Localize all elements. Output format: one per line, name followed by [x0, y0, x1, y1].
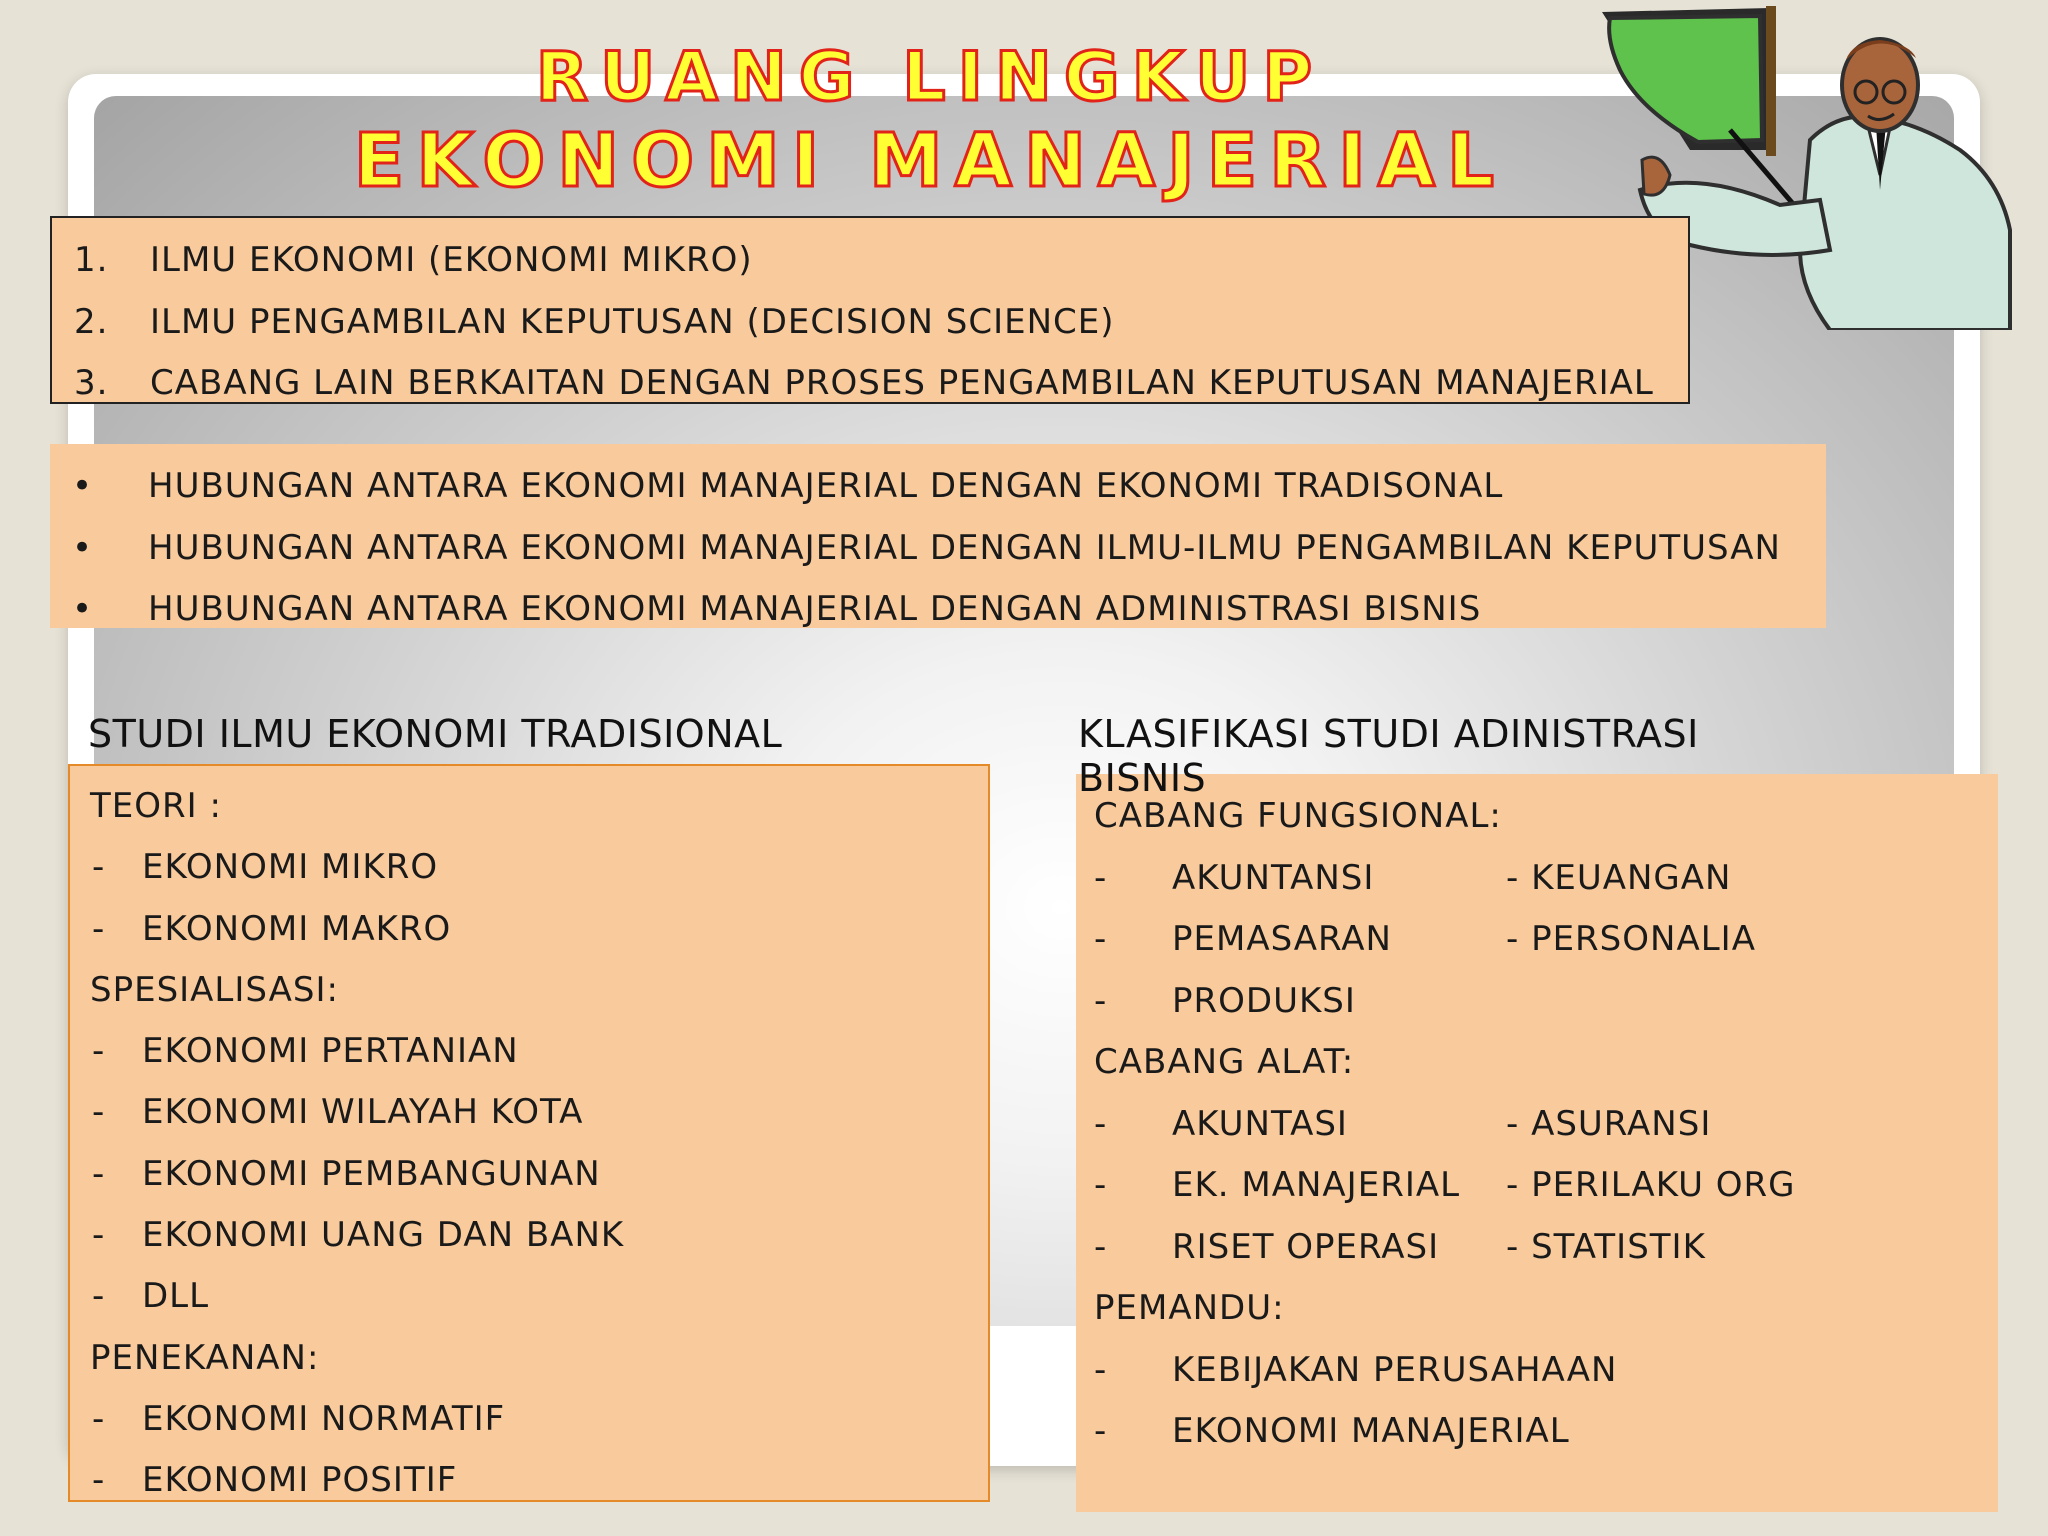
list-item: - PRODUKSI — [1094, 980, 1356, 1021]
section-label: SPESIALISASI: — [90, 969, 339, 1010]
bullet-icon: • — [72, 466, 94, 506]
list-item: - EKONOMI MIKRO — [92, 847, 439, 888]
business-heading: KLASIFIKASI STUDI ADINISTRASI BISNIS — [1078, 712, 1699, 800]
list-item — [52, 353, 1688, 415]
list-item — [50, 518, 1826, 580]
business-box — [1076, 774, 1998, 1512]
item-text: ILMU EKONOMI (EKONOMI MIKRO) — [150, 240, 753, 280]
item-text: CABANG LAIN BERKAITAN DENGAN PROSES PENGAMBILAN KEPUTUSAN MANAJERIAL — [150, 363, 1654, 403]
list-item: - EKONOMI WILAYAH KOTA — [92, 1092, 584, 1133]
item-text: HUBUNGAN ANTARA EKONOMI MANAJERIAL DENGAN ADMINISTRASI BISNIS — [148, 589, 1482, 629]
list-item: - EKONOMI MAKRO — [92, 908, 452, 949]
section-label: PENEKANAN: — [90, 1337, 320, 1378]
section-label: CABANG ALAT: — [1094, 1042, 1355, 1082]
list-item — [50, 456, 1826, 518]
item-number: 3. — [74, 363, 109, 403]
item-text: HUBUNGAN ANTARA EKONOMI MANAJERIAL DENGAN EKONOMI TRADISONAL — [148, 466, 1504, 506]
list-item: - EKONOMI NORMATIF — [92, 1398, 506, 1439]
item-number: 2. — [74, 301, 109, 342]
list-item — [50, 579, 1826, 641]
list-item: - EKONOMI PERTANIAN — [92, 1031, 519, 1072]
list-item: - DLL — [92, 1276, 210, 1317]
title-line-1: RUANG LINGKUP — [535, 38, 1325, 117]
list-item: - RISET OPERASI - STATISTIK — [1094, 1226, 1706, 1267]
bullet-icon: • — [72, 589, 94, 629]
bullet-icon: • — [72, 527, 94, 568]
list-item: - EKONOMI UANG DAN BANK — [92, 1215, 625, 1256]
item-number: 1. — [74, 240, 109, 280]
list-item: - EKONOMI PEMBANGUNAN — [92, 1153, 601, 1194]
section-label: TEORI : — [90, 786, 222, 826]
list-item — [52, 292, 1688, 354]
list-item: - AKUNTASI - ASURANSI — [1094, 1103, 1712, 1144]
list-item — [52, 230, 1688, 292]
traditional-box — [68, 764, 990, 1502]
list-item: - KEBIJAKAN PERUSAHAAN — [1094, 1349, 1618, 1390]
traditional-heading: STUDI ILMU EKONOMI TRADISIONAL — [88, 712, 783, 756]
item-text: HUBUNGAN ANTARA EKONOMI MANAJERIAL DENGAN ILMU-ILMU PENGAMBILAN KEPUTUSAN — [148, 527, 1781, 568]
item-text: ILMU PENGAMBILAN KEPUTUSAN (DECISION SCIENCE) — [150, 301, 1115, 342]
list-item: - AKUNTANSI - KEUANGAN — [1094, 857, 1732, 898]
title-line-2: EKONOMI MANAJERIAL — [353, 118, 1507, 204]
list-item: - EK. MANAJERIAL - PERILAKU ORG — [1094, 1165, 1796, 1205]
relations-box — [50, 444, 1826, 628]
section-label: CABANG FUNGSIONAL: — [1094, 796, 1502, 836]
list-item: - EKONOMI MANAJERIAL — [1094, 1411, 1570, 1451]
section-label: PEMANDU: — [1094, 1288, 1285, 1328]
disciplines-box — [50, 216, 1690, 404]
list-item: - EKONOMI POSITIF — [92, 1460, 458, 1501]
list-item: - PEMASARAN - PERSONALIA — [1094, 919, 1756, 959]
